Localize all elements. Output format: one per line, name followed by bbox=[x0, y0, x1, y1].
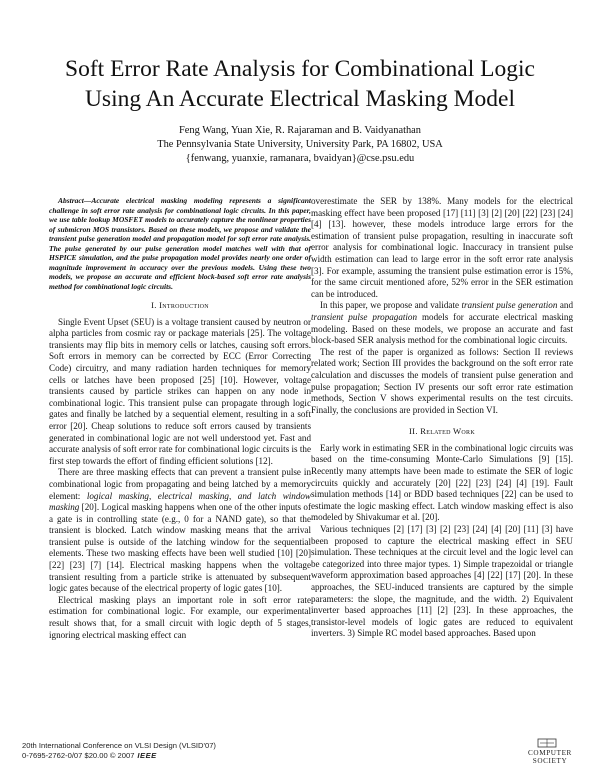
abstract bbox=[49, 196, 311, 291]
paper-title bbox=[30, 54, 570, 114]
intro-paragraph-1: Single Event Upset (SEU) is a voltage transient caused by neutron or alpha particles from cosmic ray or package materials [25]. The voltage transients may flip bits in memory cells or latches, causing soft errors. Soft errors in memory can be corrected by ECC (Error Correcting Code) circuitry, and many radiation harden techniques for memory cells or latches have been proposed [25] [10]. However, voltage transients caused by particle strikes can happen on any node in combinational logic. This transient pulse can propagate through logic gates and finally be latched by a sequential element, resulting in a soft error [20]. Cheap solutions to reduce soft errors caused by transients generated in combinational logic are not well understood yet. Fast and accurate analysis of soft error rate for combinational logic circuits is the first step towards the effort of finding efficient solutions [12]. bbox=[49, 316, 311, 466]
right-paragraph-3: The rest of the paper is organized as follows: Section II reviews related work; Section III provides the background on the soft error rate calculation and discusses the models of transient pulse generation and pulse propagation; Section IV presents our soft error rate estimation methods, Section V shows experimental results on the test circuits. Finally, the conclusions are provided in Section VI. bbox=[311, 346, 573, 415]
logo-line-1: COMPUTER bbox=[528, 749, 572, 757]
computer-society-logo-text bbox=[520, 749, 580, 765]
section-heading-related-work: II. Related Work bbox=[409, 426, 475, 437]
footer-isbn: 0-7695-2762-0/07 $20.00 © 2007 bbox=[22, 750, 135, 760]
affiliation: The Pennsylvania State University, University Park, PA 16802, USA bbox=[157, 139, 443, 150]
abstract-lead: Abstract bbox=[58, 196, 84, 205]
related-paragraph-1: Early work in estimating SER in the combinational logic circuits was based on the time-consuming Monte-Carlo Simulations [9] [15]. Recently many attempts have been made to estimate the SER of logic circuits quickly and accurately [20] [22] [23] [24] [4] [19]. Fault simulation methods [14] or BDD based techniques [22] can be used to estimate the logic masking effect. Latch window masking effect is also modeled by Shivakumar et al. [20]. bbox=[311, 442, 573, 523]
right-p2-text-b: and bbox=[557, 300, 573, 311]
section-heading-introduction: I. Introduction bbox=[151, 300, 209, 310]
title-line-1: Soft Error Rate Analysis for Combinational Logic bbox=[65, 56, 535, 82]
related-paragraph-2: Various techniques [2] [17] [3] [2] [23] [24] [4] [20] [11] [3] have been proposed to capture the electrical masking effect in SEU simulation. These techniques at the circuit level and the logic level can be categorized into three major types. 1) Simple trapezoidal or triangle waveform approximation based approaches [4] [22] [17] [20]. In these approaches, the SEU-induced transients are captured by the simple parameters: the slope, the magnitude, and the width. 2) Equivalent inverter based approaches [11] [2] [23]. In these approaches, the transistor-level models of logic gates are reduced to equivalent inverters. 3) Simple RC model based approaches. Based upon bbox=[311, 524, 573, 639]
intro-paragraph-3: Electrical masking plays an important role in soft error rate estimation for combinational logic. For example, our experimental result shows that, for a small circuit with logic depth of 5 stages, ignoring electrical masking effect can bbox=[49, 594, 311, 640]
right-p2-text-c: models for accurate electrical masking modeling. Based on these models, we propose an accurate and fast block-based SER analysis method for the combinational logic circuits. bbox=[311, 311, 573, 346]
right-paragraph-1: overestimate the SER by 138%. Many models for the electrical masking effect have been proposed [17] [11] [3] [2] [20] [22] [23] [24] [4] [13]. however, these models introduce large errors for the estimation of transient pulse propagation, resulting in inaccurate soft error analysis for combinational logic. Inaccuracy in transient pulse width estimation can lead to large error in the soft error rate analysis [3]. For example, assuming the transient pulse estimation error is 15%, for the same circuit mentioned afore, 52% error in the SER estimation can be introduced. bbox=[311, 196, 573, 299]
right-p2-emphasis-1: transient pulse generation bbox=[461, 300, 558, 311]
author-block bbox=[60, 124, 540, 166]
logo-line-2: SOCIETY bbox=[532, 757, 568, 765]
right-column bbox=[311, 196, 573, 640]
author-emails: {fenwang, yuanxie, ramanara, bvaidyan}@cse.psu.edu bbox=[185, 153, 415, 164]
right-paragraph-2 bbox=[311, 300, 573, 346]
right-p2-emphasis-2: transient pulse propagation bbox=[311, 311, 418, 322]
footer-citation bbox=[22, 741, 216, 760]
right-p2-text-a: In this paper, we propose and validate bbox=[320, 300, 462, 311]
intro-p2-text-a: There are three masking effects that can prevent a transient pulse in combinational logic from propagating and being latched by a memory element: bbox=[49, 467, 311, 501]
intro-p2-text-b: [20]. Logical masking happens when one of the other inputs of a gate is in controlling state (e.g., 0 for a NAND gate), so that the transient is blocked. Latch window masking means that the arrival transient pulse is outside of the latching window for the sequential elements. These two masking effects have been well studied [10] [20] [22] [23] [7] [14]. Electrical masking happens when the voltage transient resulting from a particle strike is attenuated by subsequent logic gates because of the electrical property of logic gates [10]. bbox=[49, 502, 311, 594]
intro-paragraph-2 bbox=[49, 467, 311, 595]
author-names: Feng Wang, Yuan Xie, R. Rajaraman and B. Vaidyanathan bbox=[179, 125, 421, 136]
footer-conference: 20th International Conference on VLSI Design (VLSID'07) bbox=[22, 741, 216, 750]
left-column bbox=[49, 196, 311, 641]
footer-isbn-line bbox=[22, 751, 216, 761]
ieee-logo-text: IEEE bbox=[137, 750, 157, 760]
intro-p2-emphasis: logical masking, electrical masking, and latch window masking bbox=[49, 490, 311, 513]
title-line-2: Using An Accurate Electrical Masking Model bbox=[84, 86, 516, 112]
abstract-text: —Accurate electrical masking modeling represents a significant challenge in soft error rate analysis for combinational logic circuits. In this paper, we use table lookup MOSFET models to accurately capture the nonlinear properties of submicron MOS transistors. Based on these models, we propose and validate the transient pulse generation model and propagation model for soft error rate analysis. The pulse generated by our pulse generation model matches well with that of HSPICE simulation, and the pulse propagation model provides nearly one order of magnitude improvement in accuracy over the previous models. Using these two models, we propose an accurate and efficient block-based soft error rate analysis method for combinational logic circuits. bbox=[49, 196, 311, 291]
